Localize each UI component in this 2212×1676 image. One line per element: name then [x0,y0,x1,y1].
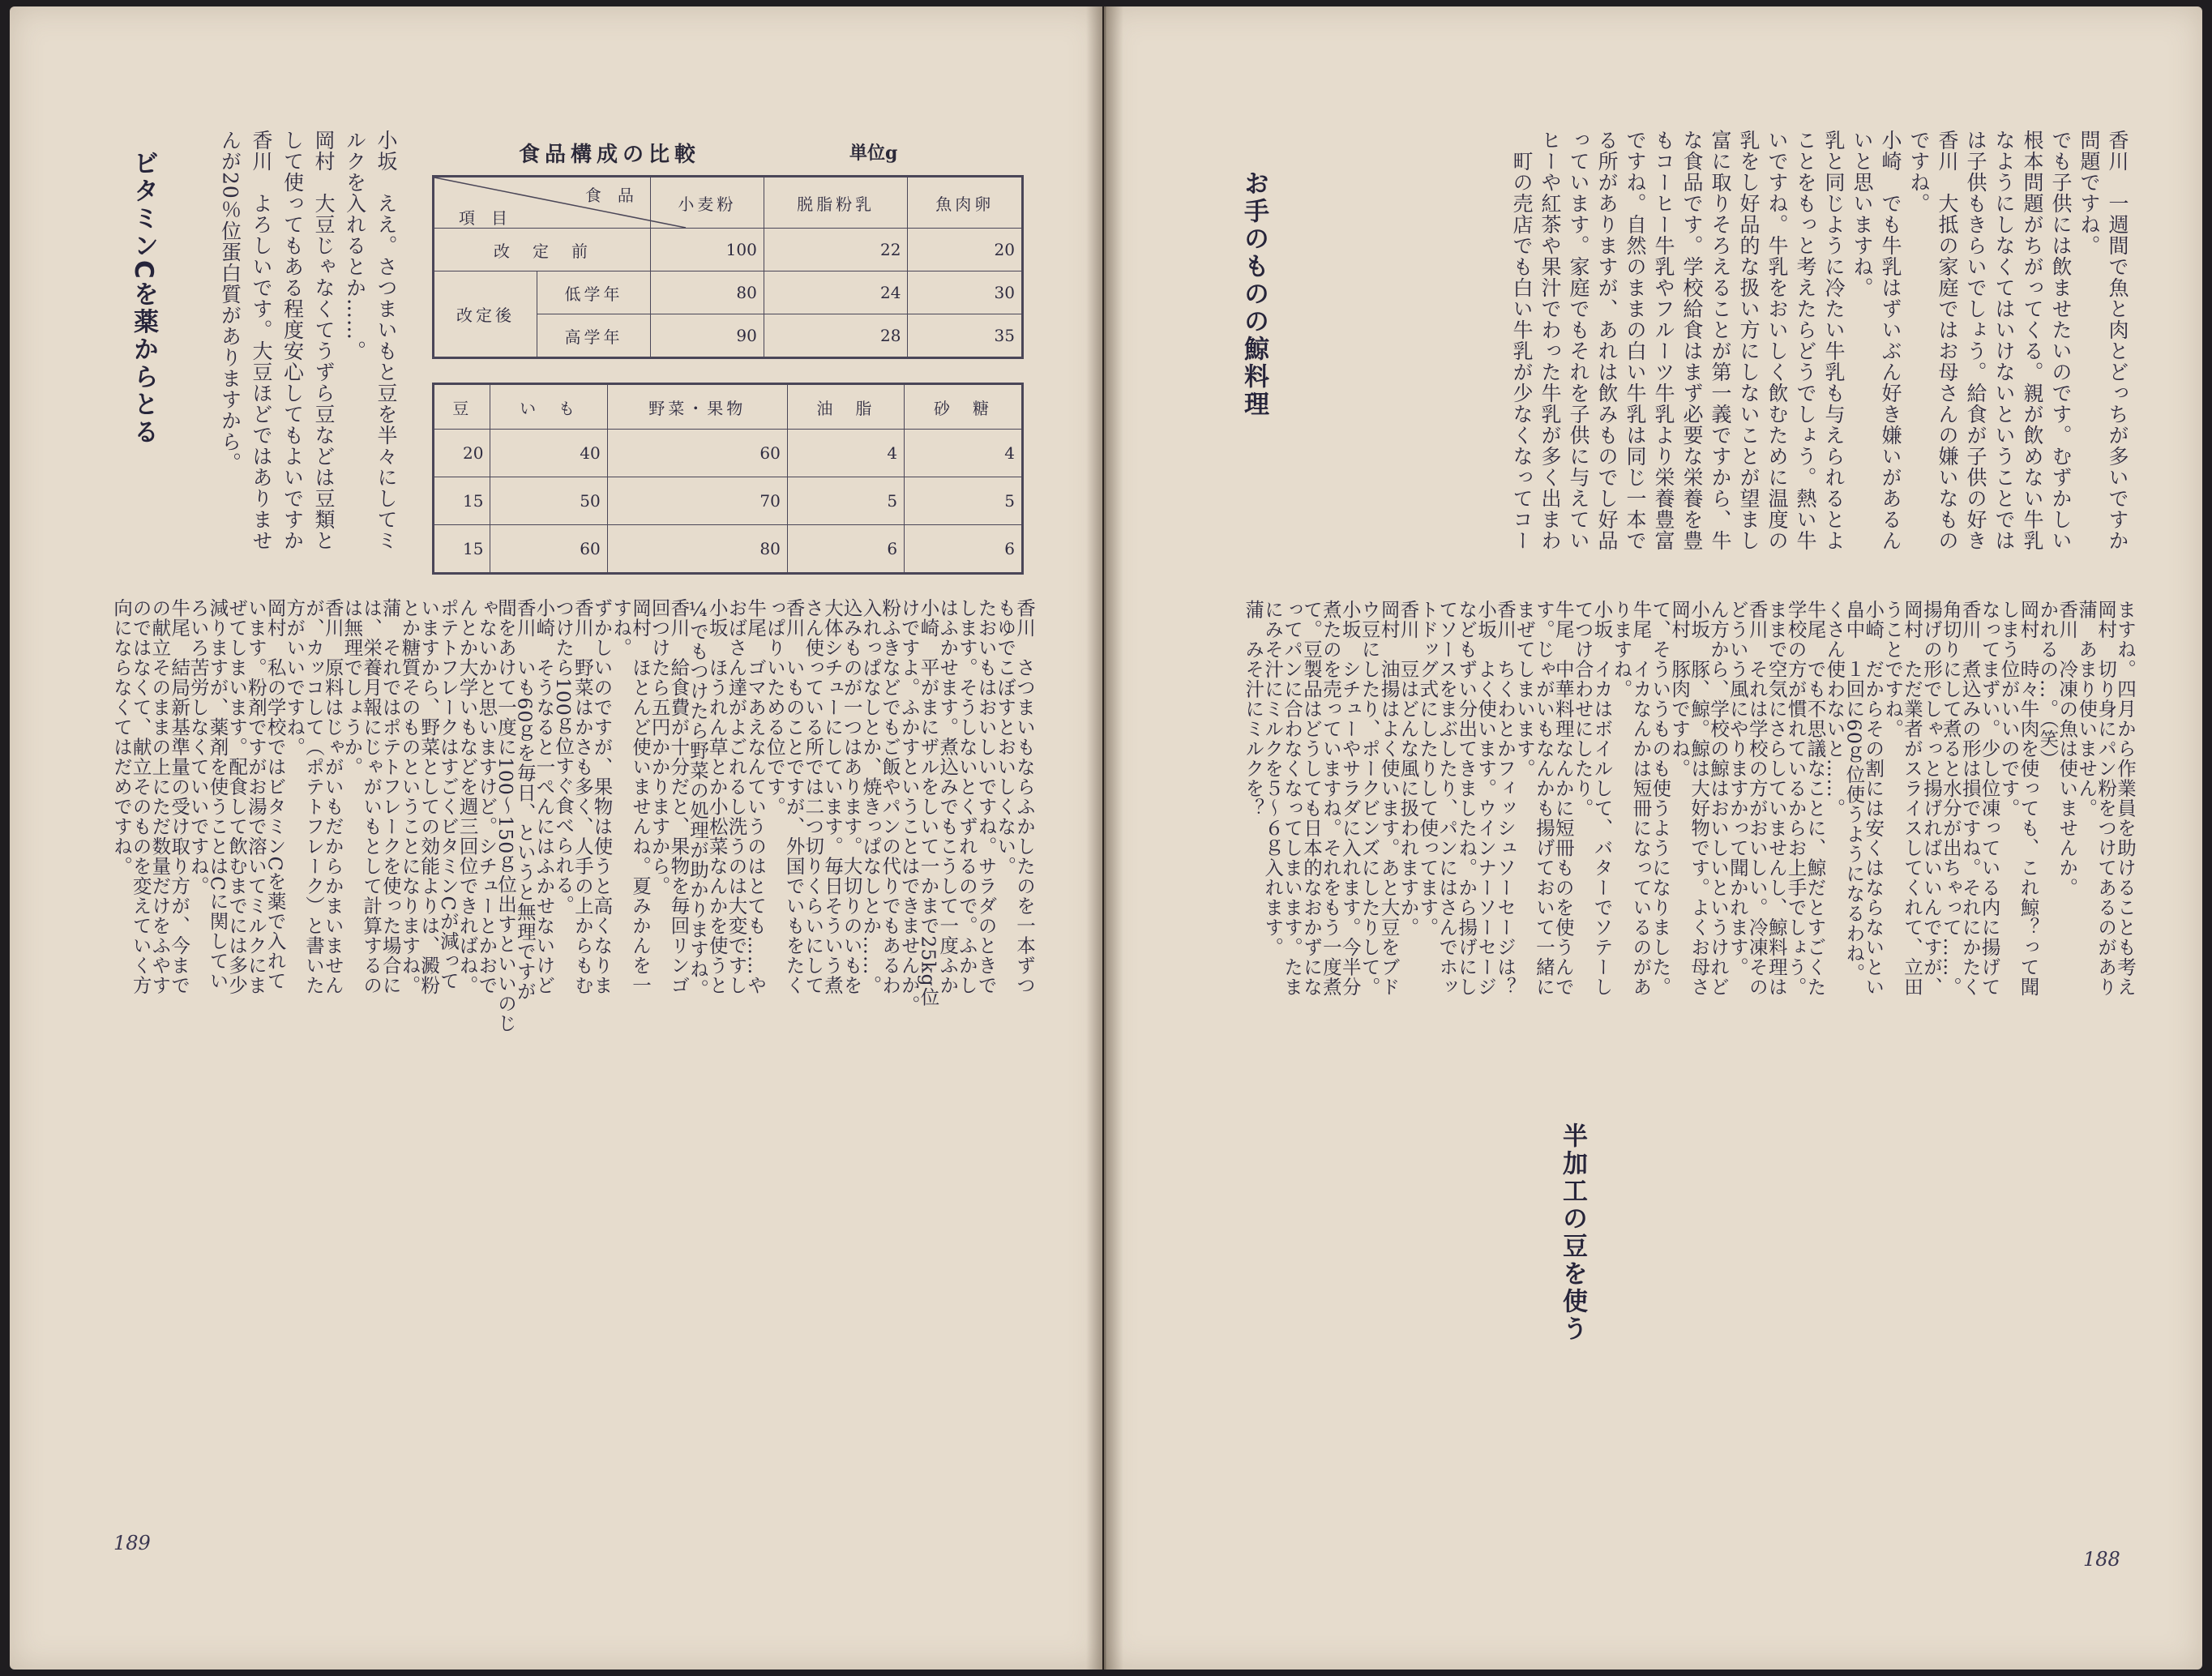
table-cell: 35 [908,314,1023,358]
table-cell: 20 [908,229,1023,271]
text-line: 小崎 平がまにザルをしいて一かまで25kg位 [917,598,940,1007]
text-line: どういう風にやりますかって聞かれます。 [1726,600,1749,977]
text-line: もゆでこぼすとおいしくない。 [994,598,1017,876]
table-cell: 80 [607,525,787,574]
table-cell: 15 [434,477,490,525]
text-line: なってまずい。少し位凍っている内に揚げて [1978,600,2001,997]
text-line: ヒーや紅茶や果汁でわった牛乳が多く出まわ [1538,130,1562,551]
page-number-left: 189 [113,1532,151,1554]
text-line: 香川 いものことですが、外国でいもをたく [782,598,806,995]
text-line: 蒲 それではポテトフレークを使った場合に [379,598,402,995]
table-cell: 80 [650,271,764,314]
table-title: 食品構成の比較 [519,143,701,167]
text-line: ですね。 [1907,130,1931,214]
text-line: 牛尾 結局新基準量の受け取り方が、今まで [168,598,191,995]
text-line: ウ豆にしたり、ポークビンズにしたりして。 [1358,600,1381,997]
text-line: 岡村 大豆じゃなくてうずら豆などは豆類と [312,130,336,551]
table-cell: 60 [490,525,607,574]
text-line: おばさん達がよごれるし洗うのは大変ですし [725,598,748,995]
text-line: くさん使わないと……。 [1823,600,1846,819]
text-line: 香川 給食費が十分だと、果物を毎回リンゴ [667,598,691,995]
text-line: 揚げの形でしゃっと揚げればいいんですが、 [1919,600,1943,997]
col-header: 魚肉卵 [908,177,1023,229]
table-cell: 24 [764,271,908,314]
text-line: 問題ですね。 [2077,130,2101,256]
text-line: んとか大学いもなどを週三回位できればね。 [456,598,479,995]
table-cell: 4 [787,430,904,477]
text-line: っぱりいためる位です。 [763,598,786,817]
text-line: 香川 さつまいもならふかしたのを一本ずつ [1013,598,1036,995]
text-line: 岡村 油揚はよく使います。あと大豆をブド [1377,600,1401,997]
text-line: 小坂 ほうれん草とか小松菜なんかを使うと [705,598,729,995]
text-line: 畠中 １回に60ｇ位使うようになるわね。 [1842,600,1866,983]
right-top-text [1179,130,2132,584]
text-line: にみそ汁にミルクを５～６ｇ入れます。 [1261,600,1285,957]
text-line: 岡村 ほとんど使いませんね。夏みかんを一 [628,598,652,995]
text-line: 小坂 豚、鯨。鯨は大好物です。よくお母さ [1688,600,1711,997]
text-line: 香川 冷凍の魚は使いませんか。 [2056,600,2079,898]
text-line: 香川 ちくわとかフィッシュソーセージは？ [1494,600,1517,997]
table-cell: 20 [434,430,490,477]
text-line: 乳と同じように冷たい牛乳も与えられるとよ [1822,130,1846,551]
text-line: の献立そのままの上にただ数量だけをふやす [148,598,172,995]
text-line: 小崎 だからその割には安くはならないとい [1862,600,1885,997]
table-cell: 15 [434,525,490,574]
text-line: ぜてしまいます。配食して飲むまでには多少 [225,598,249,995]
text-line: 岡村 私の学校ではビタミンCを薬で入れて [263,598,287,991]
table-cell: 28 [764,314,908,358]
text-line: 根本問題がちがってくる。親が飲めない牛乳 [2021,130,2044,551]
text-line: んが20％位蛋白質がありますから。 [218,130,242,473]
text-line: は子供もきらいでしょう。給食が子供の好き [1964,130,1987,551]
text-line: 入れっぱなしとか、焼きっぱなしとか……。 [859,598,883,995]
text-line: 香川 よろしいです。大豆ほどではありませ [250,130,273,551]
text-line: ことをもっと考えたらどうでしょう。熱い牛 [1794,130,1817,551]
text-line: ままで空気にさらしていませんし、鯨料理は [1765,600,1788,997]
text-line: もコーヒー牛乳やフルーツ牛乳より栄養豊富 [1652,130,1675,551]
table-unit: 単位g [849,143,898,164]
text-line: 蒲 みそ汁にミルクを？ [1242,600,1265,819]
text-line: などもずい分出てきましたね。から揚げにし [1455,600,1478,997]
text-line: いと思いますね。 [1850,130,1874,298]
text-line: さん使っている所では二つ切りくらいにして [802,598,825,995]
text-line: 香川 煮込みの形は損ですね。それにかたく [1958,600,1982,997]
table-cell: 30 [908,271,1023,314]
row-subheader: 低学年 [537,271,651,314]
text-line: 小坂 シチューやサラダに入れます。今半分 [1338,600,1362,997]
text-line: は無理でしょうか。 [340,598,364,777]
table-header-item: 項 目 [459,208,507,228]
text-line: して使ってもある程度安心してもよいですか [280,130,305,551]
text-line: でも子供には飲ませたいのです。むずかしい [2049,130,2073,551]
text-line: 学校の方が慣れているからお上手でしょう。 [1784,600,1808,997]
text-line: ゃないかと思いますけど。シチューとかおで [475,598,498,995]
right-bottom-text [1182,600,2137,1540]
text-line: 小坂 ええ。さつまいもと豆を半々にしてミ [374,130,398,551]
text-line: 香川 一週間で魚と肉とどっちが多いですか [2106,130,2129,551]
text-line: 回つけたら五円かかりますから。 [648,598,671,896]
heading-vitamin-c: ビタミンCを薬からとる [129,150,158,447]
text-line: 小崎 でも牛乳はずいぶん好き嫌いがあるん [1879,130,1902,551]
text-line: 小崎 そうなると一ぺんにはふかせないけど [533,598,556,995]
table-header-food: 食 品 [584,186,634,205]
col-header: 豆 [434,384,490,430]
text-line: っています。家庭でもそれを子供に与えてい [1567,130,1590,551]
text-line: 小坂 イカはボイルして、バターでソテーし [1590,600,1614,997]
book-gutter [1086,6,1123,1670]
text-line: けですよ。ふかすということはできませんか。 [897,598,921,1015]
text-line: 岡村 切り身にパン粉をつけてあるのがあり [2094,600,2118,997]
row-header: 改定後 [434,271,537,358]
table-cell: 100 [650,229,764,271]
heading-whale-dishes: お手のものの鯨料理 [1239,170,1269,418]
col-header: 砂 糖 [905,384,1023,430]
text-line: 煮たのを売っていますね。それをもう一度煮 [1319,600,1342,997]
text-line: まぜてしまいます。 [1512,600,1536,779]
text-line: る所がありますが、あれは飲みものでし好品 [1595,130,1619,551]
text-line: りますね。 [1610,600,1633,699]
text-line: ますね。四月から作業員を助けることも考え [2114,600,2137,997]
text-line: 岡村 時々牛肉を使っても、これ鯨？って聞 [2017,600,2040,997]
col-header: 小麦粉 [650,177,764,229]
text-line: とか糖質そのものということになりますね。 [398,598,421,995]
left-top-text [199,130,401,592]
text-line: 香川 いも60ｇを毎日、というと無理ですが [513,598,537,1002]
row-subheader: 高学年 [537,314,651,358]
text-line: います。粉剤ですがお湯で溶いてミルクにま [244,598,267,995]
text-line: てソースをまぶしたり、パンにはさんでホッ [1435,600,1459,997]
text-line: 乳をし好品的な扱い方にしないことが望まし [1737,130,1761,551]
text-line: します。そうしないとくずれるので。ふかし [955,598,978,995]
text-line: つけたら100ｇ位すぐ食べられる。 [552,598,575,915]
text-line: ルクを入れるとか……。 [343,130,367,361]
text-line: 岡村 ただ業者がスライスしてくれて、立田 [1901,600,1924,997]
col-header: い も [490,384,607,430]
text-line: うことですね。 [1881,600,1905,739]
text-line: すね。 [610,598,633,658]
text-line: 粉ふきなどでもご飯やパンの代りでもあるわ [879,598,902,995]
text-line: 牛尾 でも不思議なことに、鯨だとすごくた [1803,600,1827,997]
text-line: 蒲 あまり使いません。 [2075,600,2099,819]
table-cell: 90 [650,314,764,358]
text-line: はふかせます。煮込みでもこうして一度ふか [936,598,960,995]
text-line: 方がいいですね。 [283,598,306,757]
text-line: 岡村 豚肉ですね。 [1668,600,1692,779]
row-header: 改 定 前 [434,229,651,271]
food-composition-table-lower [432,383,1024,575]
text-line: 香川 野菜はかさも多く、人手の上からもむ [571,598,594,995]
text-line: 牛尾 ゴマあえなんていうのはとても……や [744,598,768,995]
text-line: 角切りにして煮ると水分が出ちゃって……。 [1939,600,1962,997]
text-line: ん方から、学校の鯨はおいしいというけれど [1706,600,1730,997]
table-cell: 60 [607,430,787,477]
text-line: が、カッコして（ポテトフレーク）と書いた [302,598,325,995]
food-composition-table-upper [432,175,1024,359]
text-line: 大体シチューにしています。毎日そういう煮 [820,598,844,995]
table-cell: 4 [905,430,1023,477]
table-cell: 5 [787,477,904,525]
text-line: 香川 それは学校の方がおいしい。冷凍その [1745,600,1769,997]
table-cell: 70 [607,477,787,525]
table-cell: 5 [905,477,1023,525]
text-line: ですね。自然のままの白い牛乳は同じ一本で [1624,130,1647,551]
text-line: 小坂 よく使います。ウインナーソーセージ [1474,600,1498,997]
text-line: 富に取りそろえることが第一義ですから、牛 [1709,130,1732,551]
table-cell: 6 [787,525,904,574]
table-cell: 50 [490,477,607,525]
text-line: す。じゃがいもなんかも揚げておいて一緒に [1532,600,1555,997]
text-line: 間をあけて一度に100～150ｇ位出すといいのじ [494,598,518,1033]
text-line: 牛尾 イカなんかは短冊になっているのがあ [1629,600,1653,997]
col-header: 野菜・果物 [607,384,787,430]
left-bottom-text [109,598,1036,1563]
text-line: は、栄養月報にじゃがいもとして計算するの [360,598,383,995]
text-line: いですね。牛乳をおいしく飲むために温度の [1765,130,1789,551]
col-header: 脱脂粉乳 [764,177,908,229]
text-line: な食品です。学校給食はまず必要な栄養を豊 [1680,130,1704,551]
text-line: しまう位がいいのです。 [1997,600,2021,819]
page-number-right: 188 [2083,1548,2120,1571]
table-cell: 40 [490,430,607,477]
text-line: 町の売店でも白い牛乳が少なくなってコー [1510,130,1534,551]
text-line: のではなくて、献立そのものを変えていく方 [129,598,152,995]
text-line: 減りますが、薬剤を使うことはCに関してい [206,598,229,991]
text-line: 牛尾 中華料理なんかに短冊ものを使うんで [1551,600,1575,997]
text-line: ってパンに合わなくなってしまいます。たま [1281,600,1304,997]
text-line: ポテトフレークはすごくビタミンCが減って [436,598,460,991]
text-line: てつけ合わせにしたり。 [1571,600,1594,819]
text-line: て。豆製品はどうしても日本的なおかずにな [1299,600,1323,997]
text-line: 向にならなくてはだめですね。 [109,598,133,876]
text-line: なようにしなくてはいけないということでは [1992,130,2016,551]
text-line: ¼でもつけたら野菜の処理が助かりますね。 [687,598,710,999]
text-line: 香川 豆はどんな風に扱われますか。 [1397,600,1420,938]
table-corner-cell [434,177,651,229]
text-line: 香川 大抵の家庭ではお母さんの嫌いなもの [1936,130,1959,551]
text-line: ずかしいのですが、果物は使うと高くなりま [590,598,614,995]
text-line: たおいもはおいしいですね。サラダのときで [974,598,998,995]
text-line: いますから、野菜としての効能よりは、澱粉 [417,598,441,995]
heading-processed-beans: 半加工の豆を使う [1558,1122,1587,1343]
text-line: かれるの…。（笑） [2036,600,2060,769]
table-cell: 22 [764,229,908,271]
text-line: ろいろ苦労しなくていいですね。 [186,598,210,896]
table-cell: 6 [905,525,1023,574]
text-line: 香川 原料はじゃがいもだからかまいません [321,598,344,995]
col-header: 油 脂 [787,384,904,430]
text-line: て、そういうものも使うようになりました。 [1649,600,1672,997]
text-line: トドッグ式にしたりして使ってます。 [1416,600,1440,938]
text-line: 込みものが一つはあります。大切りのいもを [840,598,863,995]
